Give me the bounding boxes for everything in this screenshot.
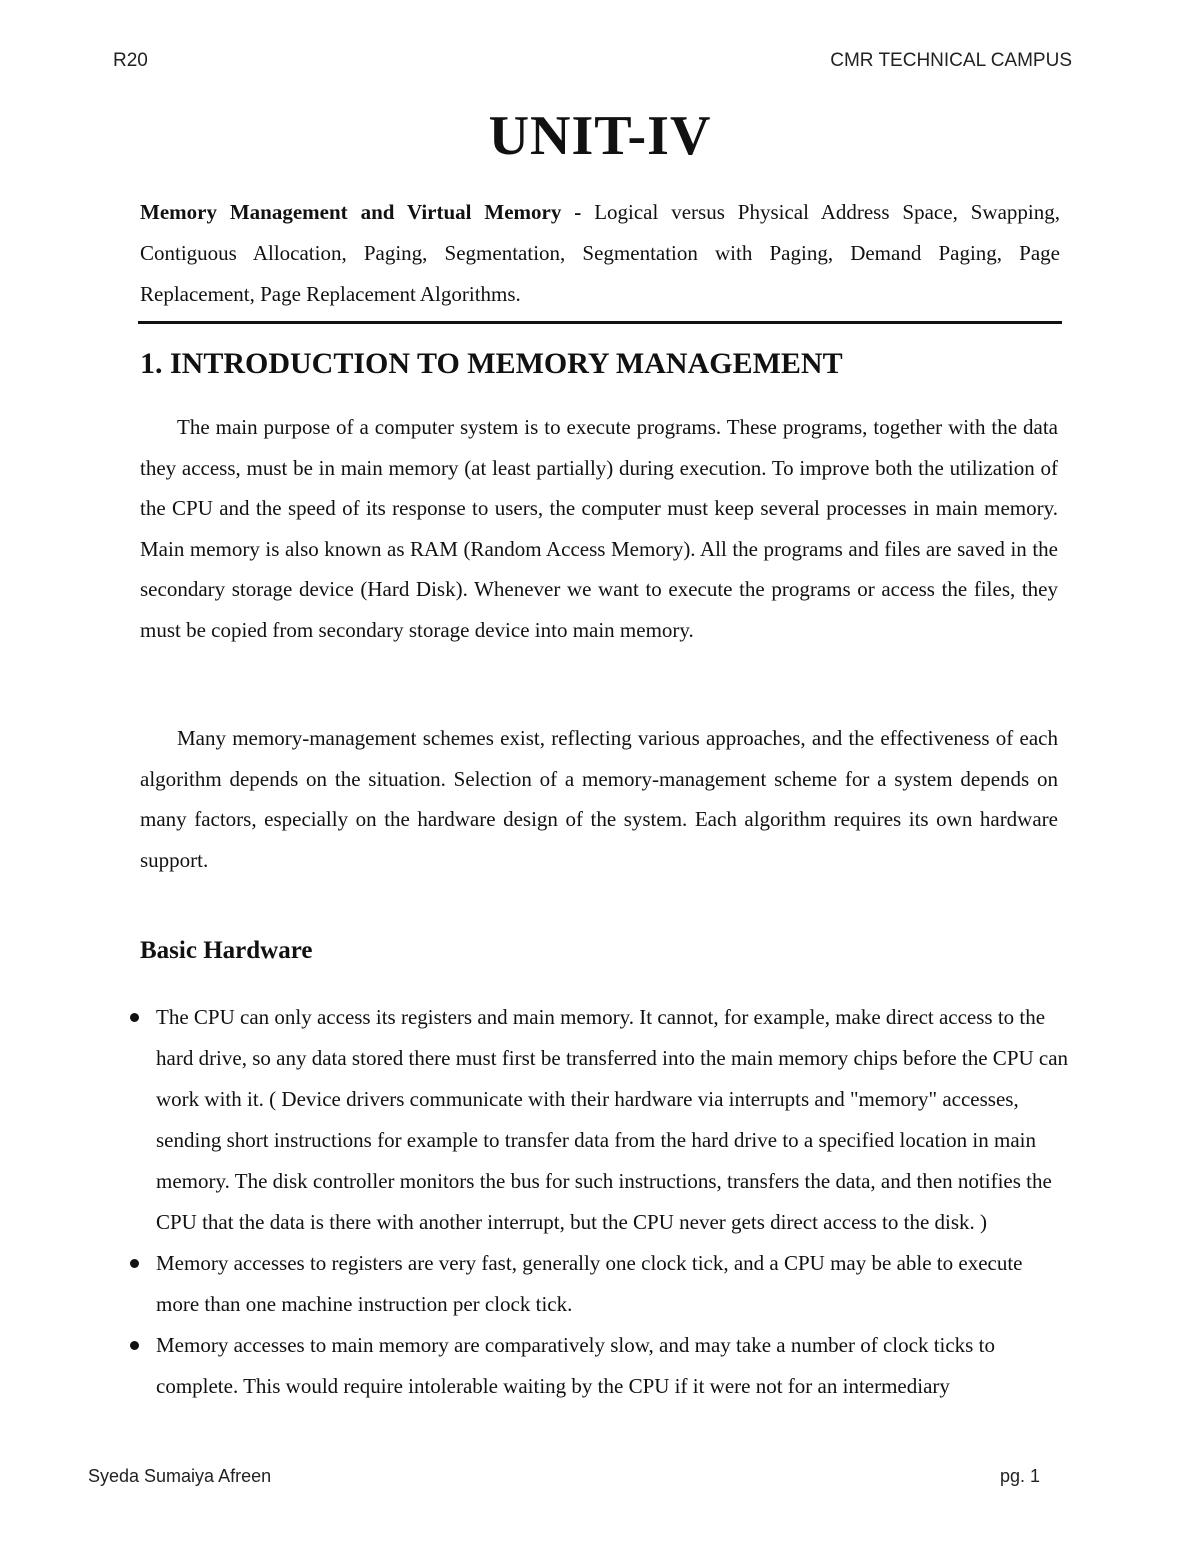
list-item — [130, 997, 1070, 1243]
page-number: pg. 1 — [999, 1466, 1040, 1486]
bullet-icon — [130, 1259, 139, 1268]
bullet-icon — [130, 1341, 139, 1350]
unit-title: UNIT-IV — [488, 105, 712, 167]
header-regulation: R20 — [113, 50, 148, 71]
list-item — [130, 1243, 1070, 1325]
horizontal-rule — [138, 321, 1062, 324]
syllabus-summary — [140, 192, 1060, 315]
syllabus-topic: Memory Management and Virtual Memory - — [140, 200, 582, 224]
list-item-text: Memory accesses to main memory are comparatively slow, and may take a number of clock ticks to complete. This would require intolerable waiting by the CPU if it were not for an intermediary — [156, 1333, 995, 1398]
basic-hardware-list — [130, 997, 1070, 1407]
footer-author: Syeda Sumaiya Afreen — [88, 1466, 272, 1486]
section-heading: 1. INTRODUCTION TO MEMORY MANAGEMENT — [140, 347, 843, 380]
list-item — [130, 1325, 1070, 1407]
intro-paragraph: The main purpose of a computer system is to execute programs. These programs, together with the data they access, must be in main memory (at least partially) during execution. To improve both the utilization of the CPU and the speed of its response to users, the computer must keep several processes in main memory. Main memory is also known as RAM (Random Access Memory). All the programs and files are saved in the secondary storage device (Hard Disk). Whenever we want to execute the programs or access the files, they must be copied from secondary storage device into main memory. — [140, 415, 1058, 642]
header-institution: CMR TECHNICAL CAMPUS — [830, 50, 1072, 71]
list-item-text: Memory accesses to registers are very fast, generally one clock tick, and a CPU may be able to execute more than one machine instruction per clock tick. — [156, 1251, 1023, 1316]
syllabus-topics-list: Logical versus Physical Address Space, Swapping, Contiguous Allocation, Paging, Segmentation, Segmentation with Paging, Demand Paging, Page Replacement, Page Replacement Algorithms. — [140, 200, 1060, 306]
bullet-icon — [130, 1013, 139, 1022]
subsection-heading: Basic Hardware — [140, 937, 313, 964]
schemes-paragraph: Many memory-management schemes exist, reflecting various approaches, and the effectiveness of each algorithm depends on the situation. Selection of a memory-management scheme for a system depends on many factors, especially on the hardware design of the system. Each algorithm requires its own hardware support. — [140, 726, 1058, 872]
list-item-text: The CPU can only access its registers and main memory. It cannot, for example, make direct access to the hard drive, so any data stored there must first be transferred into the main memory chips before the CPU can work with it. ( Device drivers communicate with their hardware via interrupts and "memory" accesses, sending short instructions for example to transfer data from the hard drive to a specified location in main memory. The disk controller monitors the bus for such instructions, transfers the data, and then notifies the CPU that the data is there with another interrupt, but the CPU never gets direct access to the disk. ) — [156, 1005, 1069, 1234]
